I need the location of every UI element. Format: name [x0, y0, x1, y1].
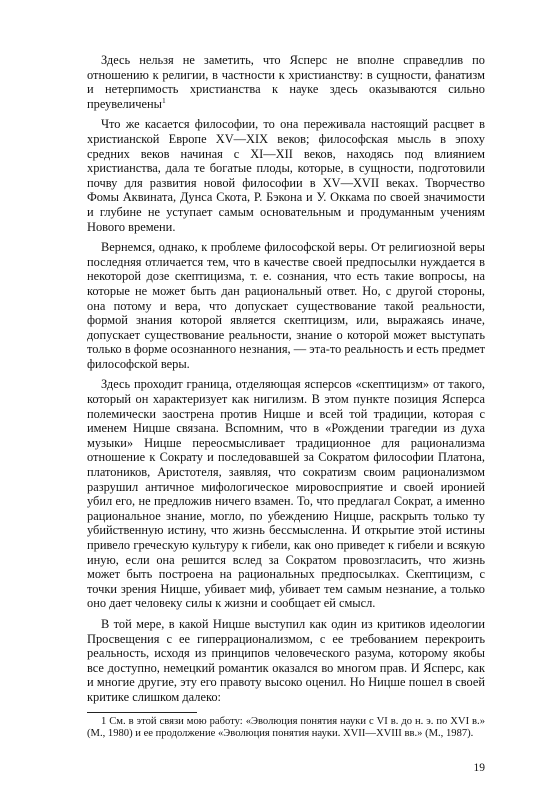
- main-text: [87, 53, 485, 711]
- page-number: 19: [473, 762, 485, 774]
- paragraph-5: В той мере, в какой Ницше выступил как один из критиков идеологии Просвещения с ее гиперрационализмом, с ее требованием перекроить реальность, исходя из принципов человеческого разума, которому якобы все доступно, немецкий романтик оказался во многом прав. И Ясперс, как и многие другие, эту его правоту высоко оценил. Но Ницше пошел в своей критике слишком далеко:: [87, 616, 485, 704]
- paragraph-3: Вернемся, однако, к проблеме философской веры. От религиозной веры последняя отличается тем, что в качестве своей предпосылки нуждается в некоторой дозе скептицизма, т. е. сознания, что есть такие вопросы, на которые не может быть дан рациональный ответ. Но, с другой стороны, она потому и вера, что допускает существование такой реальности, формой знания которой является скептицизм, или, выражаясь иначе, допускает существование реальности, знание о которой может выступать только в форме осознанного незнания, — эта-то реальность и есть предмет философской веры.: [87, 240, 485, 371]
- footnote: 1 См. в этой связи мою работу: «Эволюция понятия науки с VI в. до н. э. по XVI в.» (М., 1980) и ее продолжение «Эволюция понятия науки. XVII—XVIII вв.» (М., 1987).: [87, 716, 485, 740]
- paragraph-1: [87, 53, 485, 111]
- paragraph-4: Здесь проходит граница, отделяющая ясперсов «скептицизм» от такого, который он характеризует как нигилизм. В этом пункте позиция Ясперса полемически заострена против Ницше и всей той традиции, которая с именем Ницше связана. Вспомним, что в «Рождении трагедии из духа музыки» Ницше переосмысливает традиционное для рационализма отношение к Сократу и последовавшей за Сократом философии Платона, платоников, Аристотеля, заявляя, что сократизм своим рационализмом разрушил античное мифологическое мировосприятие и своей иронией убил его, не предложив ничего взамен. То, что предлагал Сократ, а именно рациональное знание, могло, по убеждению Ницше, раскрыть только ту убийственную истину, что жизнь бессмысленна. И открытие этой истины привело греческую культуру к гибели, как оно приведет к гибели и всякую иную, если она решится вслед за Сократом провозгласить, что жизнь может быть построена на рациональных предпосылках. Скептицизм, с точки зрения Ницше, убивает миф, убивает тем самым незнание, а только оно дает человеку силы к жизни и сообщает ей смысл.: [87, 377, 485, 611]
- paragraph-2: Что же касается философии, то она переживала настоящий расцвет в христианской Европе XV—XIX веков; философская мысль в эпоху средних веков начиная с XI—XII веков, находясь под влиянием христианства, дала те богатые плоды, которые, в сущности, подготовили почву для развития новой философии в XV—XVII веках. Творчество Фомы Аквината, Дунса Скота, Р. Бэкона и У. Оккама по своей значимости и глубине не уступает самым основательным и продуманным учениям Нового времени.: [87, 117, 485, 234]
- footnote-divider: [87, 712, 197, 713]
- footnote-marker: 1: [162, 95, 166, 105]
- paragraph-1-text: Здесь нельзя не заметить, что Ясперс не вполне справедлив по отношению к религии, в частности к христианству: в сущности, фанатизм и нетерпимость христианства к науке здесь оказываются сильно преувеличены: [87, 53, 485, 111]
